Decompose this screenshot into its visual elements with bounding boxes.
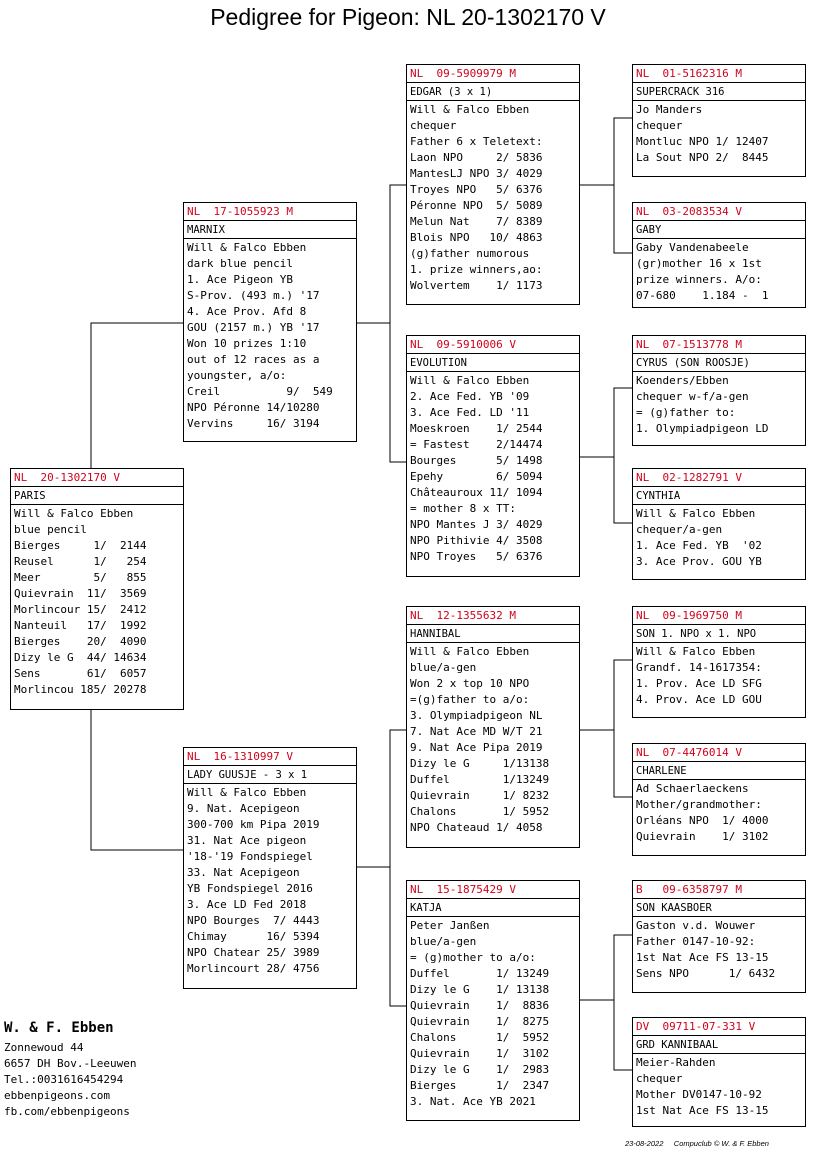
- info-line: Meier-Rahden: [636, 1056, 716, 1069]
- owner-address-line1: Zonnewoud 44: [4, 1041, 84, 1054]
- pigeon-card-ssd[interactable]: [632, 202, 806, 308]
- info-line: 1st Nat Ace FS 13-15: [636, 1104, 769, 1117]
- info-line: Sens 61/ 6057: [14, 667, 147, 680]
- info-line: Quievrain 11/ 3569: [14, 587, 147, 600]
- pigeon-name: EVOLUTION: [407, 354, 579, 372]
- info-line: Sens NPO 1/ 6432: [636, 967, 776, 980]
- info-line: 9. Nat. Acepigeon: [187, 802, 300, 815]
- pigeon-name: SUPERCRACK 316: [633, 83, 805, 101]
- info-line: chequer/a-gen: [636, 523, 723, 536]
- info-line: 33. Nat Acepigeon: [187, 866, 300, 879]
- info-line: = mother 8 x TT:: [410, 502, 516, 515]
- pigeon-card-sss[interactable]: [632, 64, 806, 177]
- info-line: NPO Pithivie 4/ 3508: [410, 534, 543, 547]
- pigeon-name: SON KAASBOER: [633, 899, 805, 917]
- info-line: Won 10 prizes 1:10: [187, 337, 307, 350]
- pigeon-name: MARNIX: [184, 221, 356, 239]
- info-line: Will & Falco Ebben: [410, 374, 530, 387]
- info-line: Chalons 1/ 5952: [410, 805, 550, 818]
- pigeon-card-dam-sire[interactable]: [406, 606, 580, 848]
- owner-info: [4, 1018, 136, 1120]
- info-line: Dizy le G 1/ 2983: [410, 1063, 550, 1076]
- info-line: Moeskroen 1/ 2544: [410, 422, 543, 435]
- info-line: Will & Falco Ebben: [410, 103, 530, 116]
- ring-number: NL 03-2083534 V: [633, 203, 805, 221]
- info-line: (gr)mother 16 x 1st: [636, 257, 762, 270]
- ring-number: B 09-6358797 M: [633, 881, 805, 899]
- info-line: Father 6 x Teletext:: [410, 135, 543, 148]
- info-line: 3. Ace Fed. LD '11: [410, 406, 530, 419]
- info-line: chequer: [410, 119, 457, 132]
- info-line: Quievrain 1/ 3102: [636, 830, 769, 843]
- info-line: 7. Nat Ace MD W/T 21: [410, 725, 543, 738]
- info-line: Chalons 1/ 5952: [410, 1031, 550, 1044]
- info-line: 1. Ace Pigeon YB: [187, 273, 293, 286]
- pigeon-card-sire-dam[interactable]: [406, 335, 580, 577]
- info-line: Will & Falco Ebben: [187, 241, 307, 254]
- info-line: NPO Troyes 5/ 6376: [410, 550, 543, 563]
- info-line: Will & Falco Ebben: [410, 645, 530, 658]
- info-line: Mother/grandmother:: [636, 798, 762, 811]
- info-line: Bierges 20/ 4090: [14, 635, 147, 648]
- info-line: Will & Falco Ebben: [14, 507, 134, 520]
- info-line: Duffel 1/13249: [410, 773, 550, 786]
- pigeon-card-dam[interactable]: [183, 747, 357, 989]
- info-line: Meer 5/ 855: [14, 571, 147, 584]
- info-line: Bierges 1/ 2144: [14, 539, 147, 552]
- info-line: Bierges 1/ 2347: [410, 1079, 550, 1092]
- ring-number: NL 17-1055923 M: [184, 203, 356, 221]
- ring-number: DV 09711-07-331 V: [633, 1018, 805, 1036]
- info-line: Morlincour 15/ 2412: [14, 603, 147, 616]
- info-line: Ad Schaerlaeckens: [636, 782, 749, 795]
- info-line: NPO Bourges 7/ 4443: [187, 914, 320, 927]
- pigeon-name: LADY GUUSJE - 3 x 1: [184, 766, 356, 784]
- info-line: 9. Nat Ace Pipa 2019: [410, 741, 543, 754]
- ring-number: NL 09-1969750 M: [633, 607, 805, 625]
- pigeon-card-sire-sire[interactable]: [406, 64, 580, 305]
- info-line: 3. Olympiadpigeon NL: [410, 709, 543, 722]
- info-line: youngster, a/o:: [187, 369, 287, 382]
- info-line: 2. Ace Fed. YB '09: [410, 390, 530, 403]
- ring-number: NL 20-1302170 V: [11, 469, 183, 487]
- pigeon-name: PARIS: [11, 487, 183, 505]
- info-line: 4. Ace Prov. Afd 8: [187, 305, 307, 318]
- ring-number: NL 07-1513778 M: [633, 336, 805, 354]
- info-line: Morlincou 185/ 20278: [14, 683, 147, 696]
- info-line: dark blue pencil: [187, 257, 293, 270]
- ring-number: NL 01-5162316 M: [633, 65, 805, 83]
- footer-credit: Compuclub © W. & F. Ebben: [673, 1139, 769, 1148]
- info-line: Will & Falco Ebben: [636, 645, 756, 658]
- info-line: Quievrain 1/ 8275: [410, 1015, 550, 1028]
- info-line: Laon NPO 2/ 5836: [410, 151, 543, 164]
- info-line: Peter Janßen: [410, 919, 490, 932]
- info-line: Dizy le G 1/ 13138: [410, 983, 550, 996]
- info-line: Will & Falco Ebben: [636, 507, 756, 520]
- info-line: Troyes NPO 5/ 6376: [410, 183, 543, 196]
- pigeon-card-dss[interactable]: [632, 606, 806, 718]
- info-line: Châteauroux 11/ 1094: [410, 486, 543, 499]
- pigeon-card-subject[interactable]: [10, 468, 184, 710]
- info-line: Gaby Vandenabeele: [636, 241, 749, 254]
- ring-number: NL 12-1355632 M: [407, 607, 579, 625]
- pigeon-card-sire[interactable]: [183, 202, 357, 442]
- info-line: 31. Nat Ace pigeon: [187, 834, 307, 847]
- info-line: Will & Falco Ebben: [187, 786, 307, 799]
- info-line: GOU (2157 m.) YB '17: [187, 321, 320, 334]
- info-line: (g)father numorous: [410, 247, 530, 260]
- info-line: Jo Manders: [636, 103, 703, 116]
- info-line: Nanteuil 17/ 1992: [14, 619, 147, 632]
- info-line: S-Prov. (493 m.) '17: [187, 289, 320, 302]
- info-line: Bourges 5/ 1498: [410, 454, 543, 467]
- info-line: Creil 9/ 549: [187, 385, 333, 398]
- info-line: chequer: [636, 1072, 683, 1085]
- info-line: Duffel 1/ 13249: [410, 967, 550, 980]
- owner-website-link[interactable]: ebbenpigeons.com: [4, 1089, 110, 1102]
- info-line: NPO Mantes J 3/ 4029: [410, 518, 543, 531]
- pigeon-name: SON 1. NPO x 1. NPO: [633, 625, 805, 643]
- info-line: Epehy 6/ 5094: [410, 470, 543, 483]
- info-line: Grandf. 14-1617354:: [636, 661, 762, 674]
- info-line: 1. Olympiadpigeon LD: [636, 422, 769, 435]
- info-line: 3. Nat. Ace YB 2021: [410, 1095, 536, 1108]
- info-line: NPO Chatear 25/ 3989: [187, 946, 320, 959]
- info-line: 4. Prov. Ace LD GOU: [636, 693, 762, 706]
- info-line: 3. Ace LD Fed 2018: [187, 898, 307, 911]
- ring-number: NL 07-4476014 V: [633, 744, 805, 762]
- info-line: NPO Péronne 14/10280: [187, 401, 320, 414]
- info-line: 300-700 km Pipa 2019: [187, 818, 320, 831]
- info-line: Reusel 1/ 254: [14, 555, 147, 568]
- info-line: Dizy le G 1/13138: [410, 757, 550, 770]
- info-line: Gaston v.d. Wouwer: [636, 919, 756, 932]
- pigeon-name: EDGAR (3 x 1): [407, 83, 579, 101]
- footer-date: 23-08-2022: [625, 1139, 664, 1148]
- info-line: Orléans NPO 1/ 4000: [636, 814, 769, 827]
- page-title: Pedigree for Pigeon: NL 20-1302170 V: [210, 4, 606, 30]
- info-line: Dizy le G 44/ 14634: [14, 651, 147, 664]
- info-line: Won 2 x top 10 NPO: [410, 677, 530, 690]
- info-line: chequer: [636, 119, 683, 132]
- pigeon-name: KATJA: [407, 899, 579, 917]
- info-line: =(g)father to a/o:: [410, 693, 530, 706]
- info-line: = Fastest 2/14474: [410, 438, 543, 451]
- info-line: prize winners. A/o:: [636, 273, 762, 286]
- info-line: Péronne NPO 5/ 5089: [410, 199, 543, 212]
- info-line: 07-680 1.184 - 1: [636, 289, 769, 302]
- pigeon-name: HANNIBAL: [407, 625, 579, 643]
- info-line: Morlincourt 28/ 4756: [187, 962, 320, 975]
- info-line: = (g)father to:: [636, 406, 736, 419]
- info-line: = (g)mother to a/o:: [410, 951, 536, 964]
- info-line: Montluc NPO 1/ 12407: [636, 135, 769, 148]
- owner-address-line2: 6657 DH Bov.-Leeuwen: [4, 1057, 137, 1070]
- info-line: 1. Ace Fed. YB '02: [636, 539, 762, 552]
- info-line: La Sout NPO 2/ 8445: [636, 151, 769, 164]
- info-line: Blois NPO 10/ 4863: [410, 231, 543, 244]
- info-line: blue pencil: [14, 523, 87, 536]
- ring-number: NL 09-5909979 M: [407, 65, 579, 83]
- pigeon-card-sds[interactable]: [632, 335, 806, 446]
- info-line: NPO Chateaud 1/ 4058: [410, 821, 543, 834]
- info-line: 1st Nat Ace FS 13-15: [636, 951, 769, 964]
- pigeon-name: GRD KANNIBAAL: [633, 1036, 805, 1054]
- info-line: Chimay 16/ 5394: [187, 930, 320, 943]
- owner-facebook-link[interactable]: fb.com/ebbenpigeons: [4, 1105, 130, 1118]
- info-line: 1. prize winners,ao:: [410, 263, 543, 276]
- info-line: Koenders/Ebben: [636, 374, 729, 387]
- info-line: Father 0147-10-92:: [636, 935, 756, 948]
- pigeon-card-sdd[interactable]: [632, 468, 806, 580]
- owner-phone: Tel.:0031616454294: [4, 1073, 124, 1086]
- info-line: blue/a-gen: [410, 935, 477, 948]
- pigeon-name: CYRUS (SON ROOSJE): [633, 354, 805, 372]
- info-line: MantesLJ NPO 3/ 4029: [410, 167, 543, 180]
- info-line: blue/a-gen: [410, 661, 477, 674]
- ring-number: NL 16-1310997 V: [184, 748, 356, 766]
- pigeon-card-ddd[interactable]: [632, 1017, 806, 1127]
- info-line: Mother DV0147-10-92: [636, 1088, 762, 1101]
- info-line: chequer w-f/a-gen: [636, 390, 749, 403]
- pigeon-card-dsd[interactable]: [632, 743, 806, 856]
- info-line: out of 12 races as a: [187, 353, 320, 366]
- owner-name: W. & F. Ebben: [4, 1020, 114, 1036]
- footer: [625, 1139, 769, 1148]
- info-line: Vervins 16/ 3194: [187, 417, 320, 430]
- info-line: 1. Prov. Ace LD SFG: [636, 677, 762, 690]
- ring-number: NL 09-5910006 V: [407, 336, 579, 354]
- info-line: Melun Nat 7/ 8389: [410, 215, 543, 228]
- pigeon-name: CHARLENE: [633, 762, 805, 780]
- pigeon-name: CYNTHIA: [633, 487, 805, 505]
- pigeon-name: GABY: [633, 221, 805, 239]
- info-line: 3. Ace Prov. GOU YB: [636, 555, 762, 568]
- ring-number: NL 15-1875429 V: [407, 881, 579, 899]
- info-line: Quievrain 1/ 8232: [410, 789, 550, 802]
- info-line: '18-'19 Fondspiegel: [187, 850, 313, 863]
- info-line: Quievrain 1/ 8836: [410, 999, 550, 1012]
- ring-number: NL 02-1282791 V: [633, 469, 805, 487]
- info-line: YB Fondspiegel 2016: [187, 882, 313, 895]
- info-line: Quievrain 1/ 3102: [410, 1047, 550, 1060]
- pigeon-card-dds[interactable]: [632, 880, 806, 993]
- pigeon-card-dam-dam[interactable]: [406, 880, 580, 1121]
- info-line: Wolvertem 1/ 1173: [410, 279, 543, 292]
